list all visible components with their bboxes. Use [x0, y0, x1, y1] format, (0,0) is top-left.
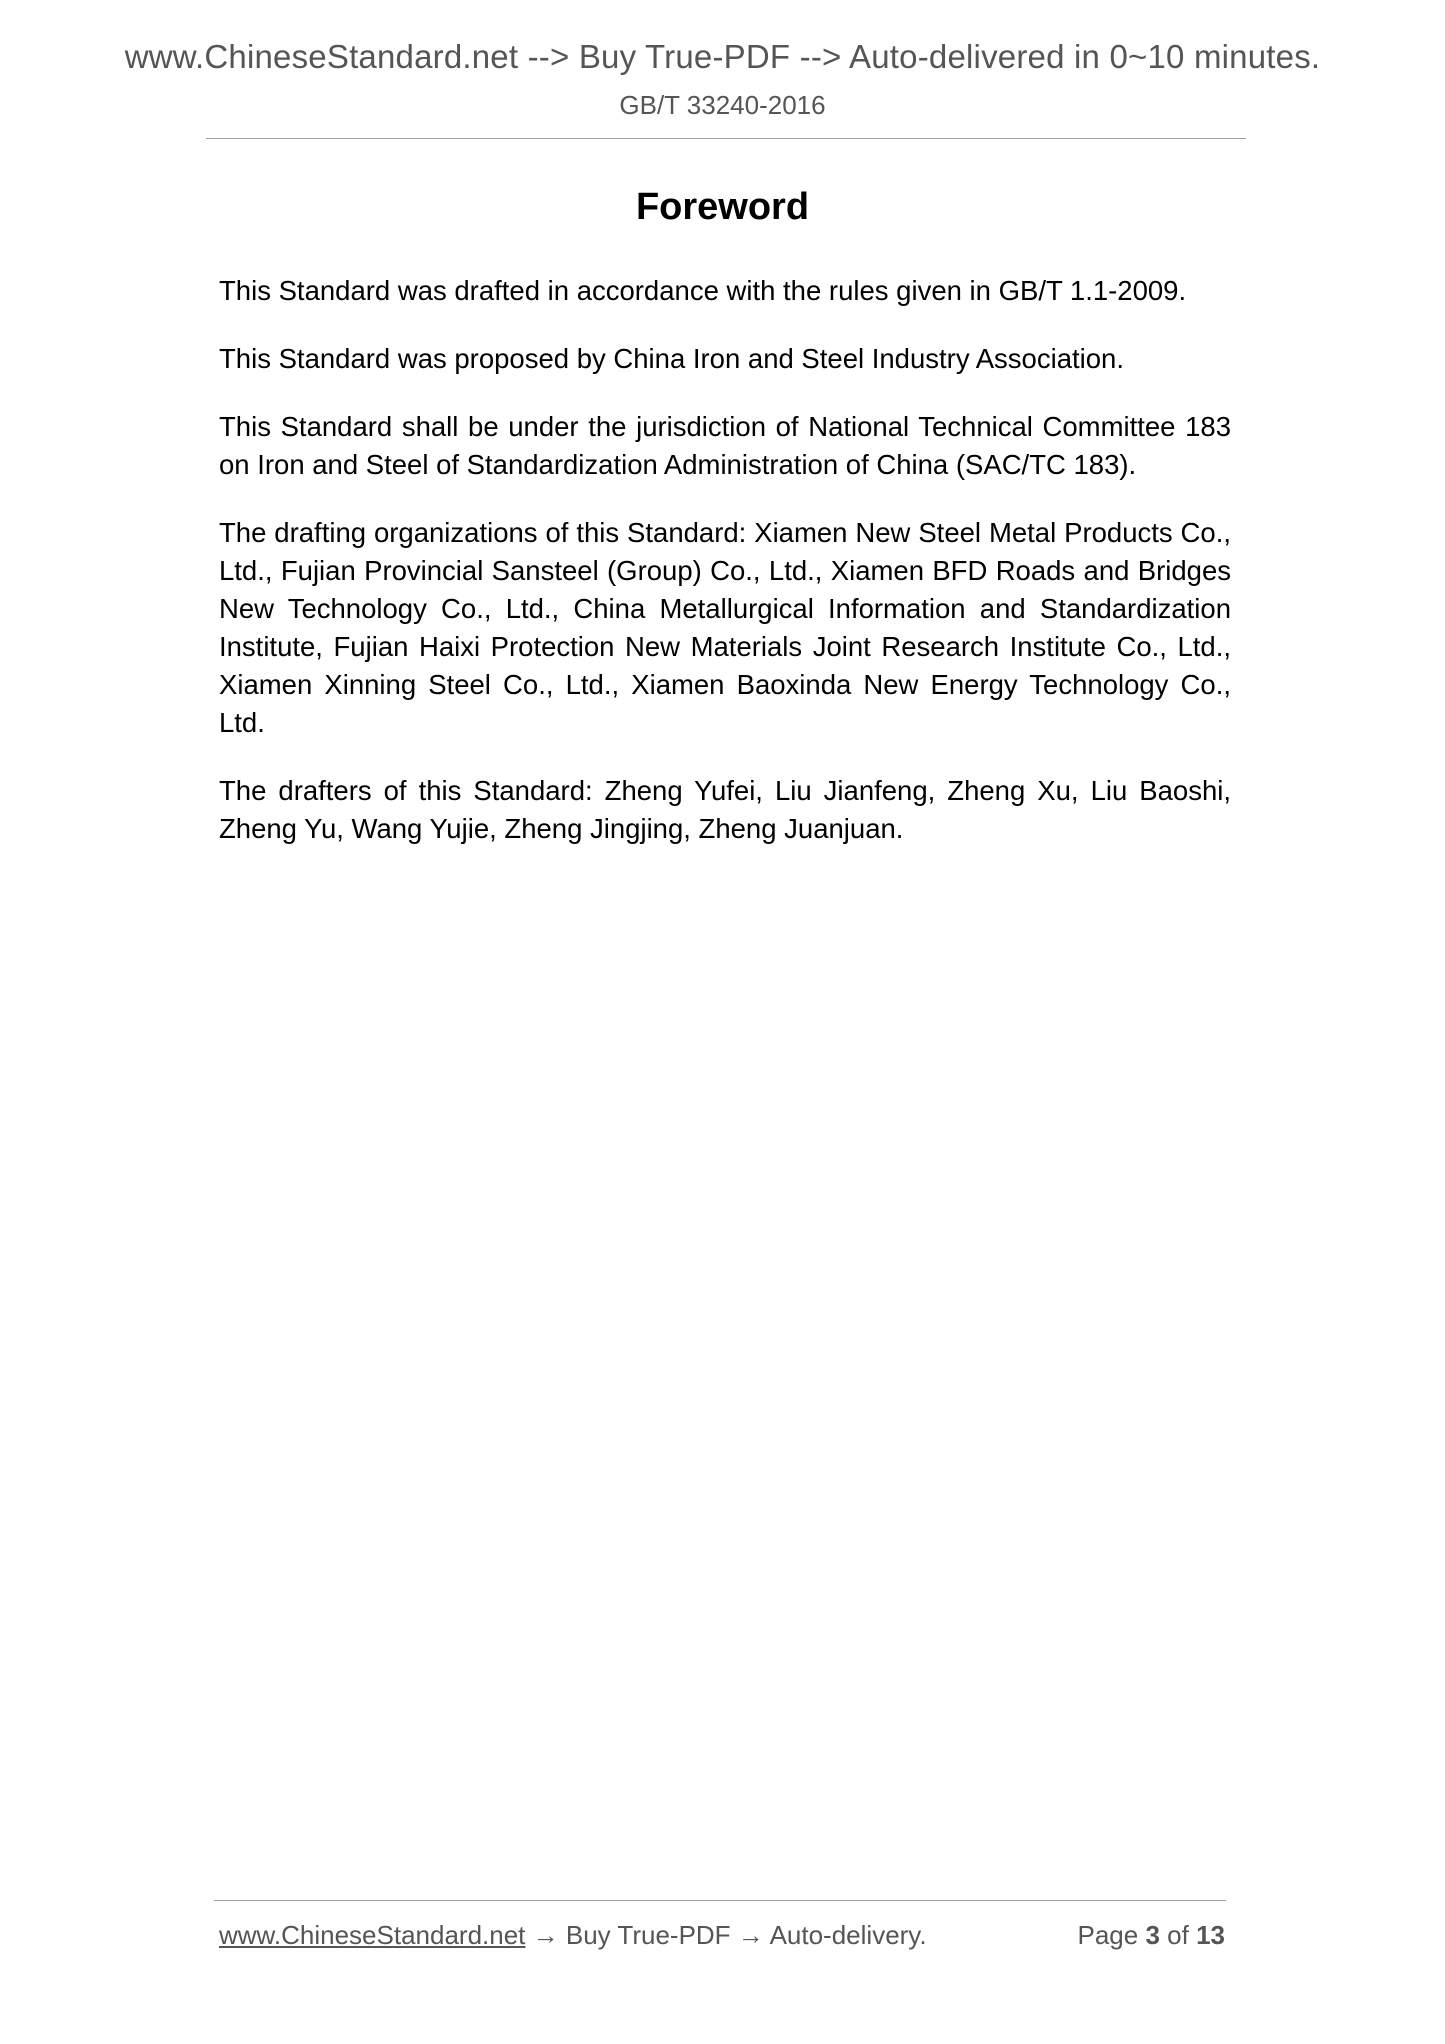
footer-tagline: → Buy True-PDF → Auto-delivery. [525, 1920, 927, 1950]
page-title: Foreword [635, 186, 810, 228]
header-divider [206, 138, 1246, 139]
page-footer [219, 1920, 1225, 1951]
paragraph-jurisdiction: This Standard shall be under the jurisdiction of National Technical Committee 183 on Iron and Steel of Standardization Administration of China (SAC/TC 183). [219, 411, 1231, 480]
page-total: 13 [1196, 1920, 1225, 1950]
of-label: of [1167, 1920, 1189, 1950]
page-label: Page [1077, 1920, 1139, 1950]
paragraph-drafters: The drafters of this Standard: Zheng Yufei, Liu Jianfeng, Zheng Xu, Liu Baoshi, Zheng Yu, Wang Yujie, Zheng Jingjing, Zheng Juanjuan. [219, 775, 1231, 844]
foreword-body [219, 272, 1231, 878]
document-code: GB/T 33240-2016 [619, 90, 826, 120]
top-banner: www.ChineseStandard.net --> Buy True-PDF --> Auto-delivered in 0~10 minutes. [124, 38, 1321, 75]
paragraph-drafting-rules: This Standard was drafted in accordance with the rules given in GB/T 1.1-2009. [219, 275, 1187, 306]
paragraph-drafting-organizations: The drafting organizations of this Standard: Xiamen New Steel Metal Products Co., Ltd., Fujian Provincial Sansteel (Group) Co., Ltd., Xiamen BFD Roads and Bridges New Technology Co., Ltd., China Metallurgical Information and Standardization Institute, Fujian Haixi Protection New Materials Joint Research Institute Co., Ltd., Xiamen Xinning Steel Co., Ltd., Xiamen Baoxinda New Energy Technology Co., Ltd. [219, 517, 1231, 738]
footer-divider [214, 1900, 1226, 1901]
paragraph-proposed-by: This Standard was proposed by China Iron and Steel Industry Association. [219, 343, 1124, 374]
footer-website-link[interactable]: www.ChineseStandard.net [219, 1920, 526, 1950]
page-current: 3 [1145, 1920, 1160, 1950]
page-number [1077, 1920, 1225, 1951]
